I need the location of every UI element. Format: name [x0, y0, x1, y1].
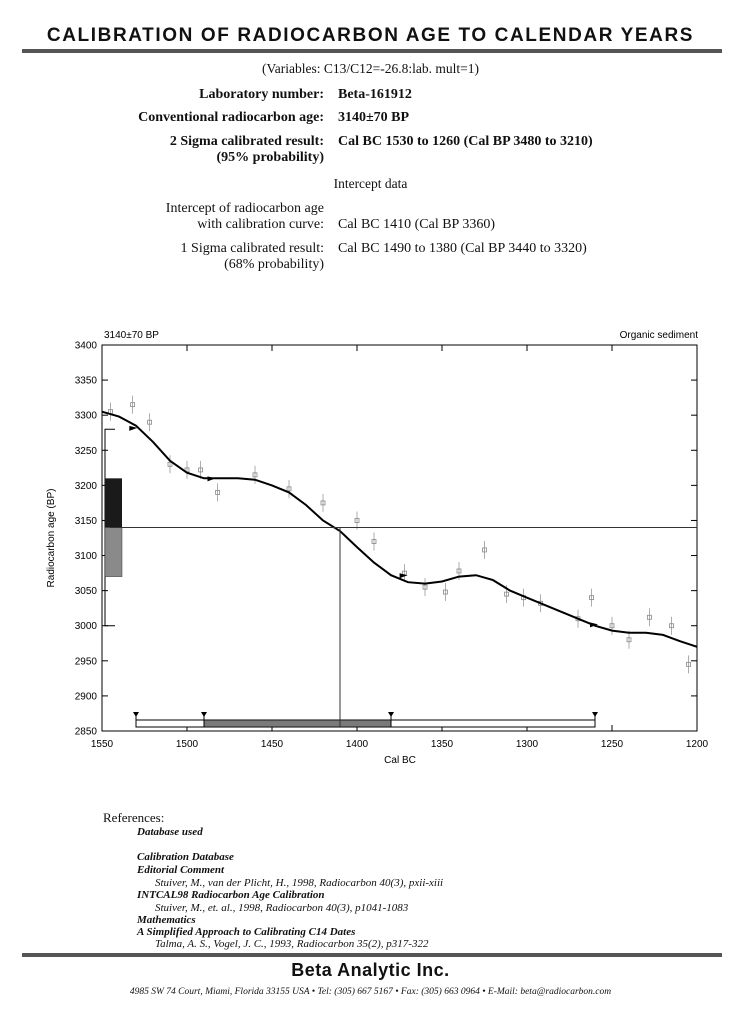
x-tick-label: 1450: [260, 739, 284, 750]
x-tick-label: 1350: [430, 739, 454, 750]
two-sigma-probability: (95% probability): [216, 150, 324, 165]
y-tick-label: 3100: [74, 551, 97, 563]
range-arrow: [592, 712, 598, 717]
y-tick-label: 3150: [74, 515, 97, 527]
x-tick-label: 1200: [685, 739, 709, 750]
y-tick-label: 3200: [74, 480, 97, 492]
ref-intcal-citation: Stuiver, M., et. al., 1998, Radiocarbon 40(3), p1041-1083: [155, 902, 409, 914]
ref-editorial-comment: Editorial Comment: [137, 864, 225, 876]
x-tick-label: 1250: [600, 739, 624, 750]
range-arrow: [201, 712, 207, 717]
ref-editorial-citation: Stuiver, M., van der Plicht, H., 1998, Radiocarbon 40(3), pxii-xiii: [155, 877, 444, 889]
range-arrow: [133, 712, 139, 717]
intercept-data-header: Intercept data: [333, 176, 408, 191]
one-sigma-probability: (68% probability): [224, 257, 324, 272]
company-name: Beta Analytic Inc.: [291, 960, 450, 980]
ref-mathematics: Mathematics: [137, 914, 196, 926]
one-sigma-label: 1 Sigma calibrated result:: [180, 241, 324, 256]
intercept-value: Cal BC 1410 (Cal BP 3360): [338, 217, 495, 232]
conv-age-value: 3140±70 BP: [338, 110, 410, 125]
variables-line: (Variables: C13/C12=-26.8:lab. mult=1): [262, 61, 479, 76]
ref-database-used: Database used: [137, 826, 203, 838]
y-tick-label: 3000: [74, 621, 97, 633]
company-address: 4985 SW 74 Court, Miami, Florida 33155 USA • Tel: (305) 667 5167 • Fax: (305) 663 0964 • E-Mail: beta@radiocarbon.com: [129, 987, 612, 997]
two-sigma-value: Cal BC 1530 to 1260 (Cal BP 3480 to 3210): [338, 134, 593, 149]
y-tick-label: 3050: [74, 586, 97, 598]
one-sigma-value: Cal BC 1490 to 1380 (Cal BP 3440 to 3320): [338, 241, 587, 256]
x-axis: [91, 345, 709, 750]
plot-frame: [102, 345, 697, 731]
x-tick-label: 1500: [175, 739, 199, 750]
references-heading: References:: [103, 810, 165, 825]
calibration-chart: [0, 320, 741, 780]
y-axis: [75, 341, 697, 738]
one-sigma-age-upper-bar: [105, 478, 122, 527]
y-tick-label: 2950: [74, 656, 97, 668]
calibration-curve: [102, 412, 697, 647]
chart-title-left: 3140±70 BP: [104, 330, 159, 341]
y-tick-label: 2850: [74, 726, 97, 738]
y-tick-label: 3350: [74, 375, 97, 387]
conv-age-label: Conventional radiocarbon age:: [138, 110, 324, 125]
one-sigma-age-lower-bar: [105, 527, 122, 576]
ref-math-citation: Talma, A. S., Vogel, J. C., 1993, Radiocarbon 35(2), p317-322: [155, 938, 429, 950]
ref-calibration-database: Calibration Database: [137, 851, 234, 863]
lab-number-label: Laboratory number:: [199, 87, 324, 102]
intercept-label: Intercept of radiocarbon age: [165, 201, 324, 216]
measurement-points: [109, 396, 691, 674]
calibrated-ranges: [129, 426, 598, 727]
intercept-label-2: with calibration curve:: [197, 217, 324, 232]
y-tick-label: 3400: [74, 340, 97, 352]
ref-math-title: A Simplified Approach to Calibrating C14 Dates: [137, 926, 356, 938]
two-sigma-label: 2 Sigma calibrated result:: [169, 134, 324, 149]
chart-title-right: Organic sediment: [619, 330, 698, 341]
y-tick-label: 3300: [74, 410, 97, 422]
x-tick-label: 1550: [90, 739, 114, 750]
one-sigma-range-bar: [204, 720, 391, 727]
title-rule: [22, 49, 722, 53]
lab-number-value: Beta-161912: [338, 87, 412, 102]
page-title: CALIBRATION OF RADIOCARBON AGE TO CALENDAR YEARS: [46, 25, 695, 46]
footer-rule: [22, 953, 722, 957]
x-axis-label: Cal BC: [384, 755, 416, 766]
y-tick-label: 2900: [74, 691, 97, 703]
ref-intcal: INTCAL98 Radiocarbon Age Calibration: [137, 889, 325, 901]
x-tick-label: 1300: [515, 739, 539, 750]
y-tick-label: 3250: [74, 445, 97, 457]
range-arrow: [388, 712, 394, 717]
x-tick-label: 1400: [345, 739, 369, 750]
y-axis-label: Radiocarbon age (BP): [46, 488, 57, 588]
